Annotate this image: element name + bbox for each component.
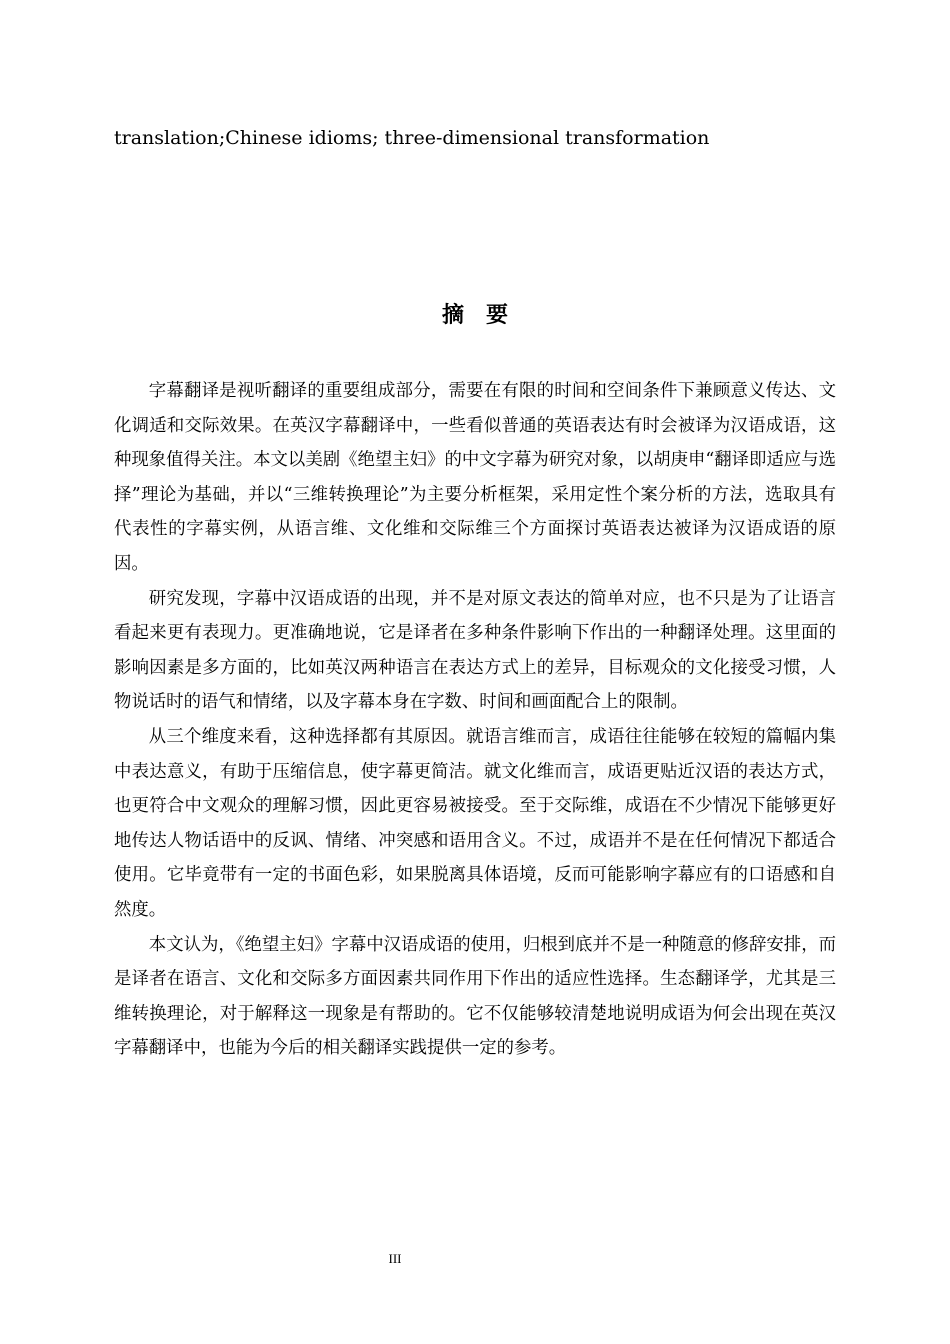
- abstract-paragraph-4: 本文认为，《绝望主妇》字幕中汉语成语的使用，归根到底并不是一种随意的修辞安排，而是译者在语言、文化和交际多方面因素共同作用下作出的适应性选择。生态翻译学，尤其是三维转换理论，对于解释这一现象是有帮助的。它不仅能够较清楚地说明成语为何会出现在英汉字幕翻译中，也能为今后的相关翻译实践提供一定的参考。: [114, 934, 836, 1059]
- abstract-heading: 摘要: [441, 303, 530, 328]
- abstract-body: [114, 374, 836, 1066]
- english-keywords: translation;Chinese idioms; three-dimensional transformation: [114, 127, 710, 149]
- abstract-paragraph-2: 研究发现，字幕中汉语成语的出现，并不是对原文表达的简单对应，也不只是为了让语言看起来更有表现力。更准确地说，它是译者在多种条件影响下作出的一种翻译处理。这里面的影响因素是多方面的，比如英汉两种语言在表达方式上的差异，目标观众的文化接受习惯，人物说话时的语气和情绪，以及字幕本身在字数、时间和画面配合上的限制。: [114, 588, 836, 713]
- page-number: III: [388, 1251, 402, 1266]
- abstract-paragraph-1: 字幕翻译是视听翻译的重要组成部分，需要在有限的时间和空间条件下兼顾意义传达、文化调适和交际效果。在英汉字幕翻译中，一些看似普通的英语表达有时会被译为汉语成语，这种现象值得关注。本文以美剧《绝望主妇》的中文字幕为研究对象，以胡庚申“翻译即适应与选择”理论为基础，并以“三维转换理论”为主要分析框架，采用定性个案分析的方法，选取具有代表性的字幕实例，从语言维、文化维和交际维三个方面探讨英语表达被译为汉语成语的原因。: [114, 381, 836, 574]
- abstract-paragraph-3: 从三个维度来看，这种选择都有其原因。就语言维而言，成语往往能够在较短的篇幅内集中表达意义，有助于压缩信息，使字幕更简洁。就文化维而言，成语更贴近汉语的表达方式，也更符合中文观众的理解习惯，因此更容易被接受。至于交际维，成语在不少情况下能够更好地传达人物话语中的反讽、情绪、冲突感和语用含义。不过，成语并不是在任何情况下都适合使用。它毕竟带有一定的书面色彩，如果脱离具体语境，反而可能影响字幕应有的口语感和自然度。: [114, 726, 836, 920]
